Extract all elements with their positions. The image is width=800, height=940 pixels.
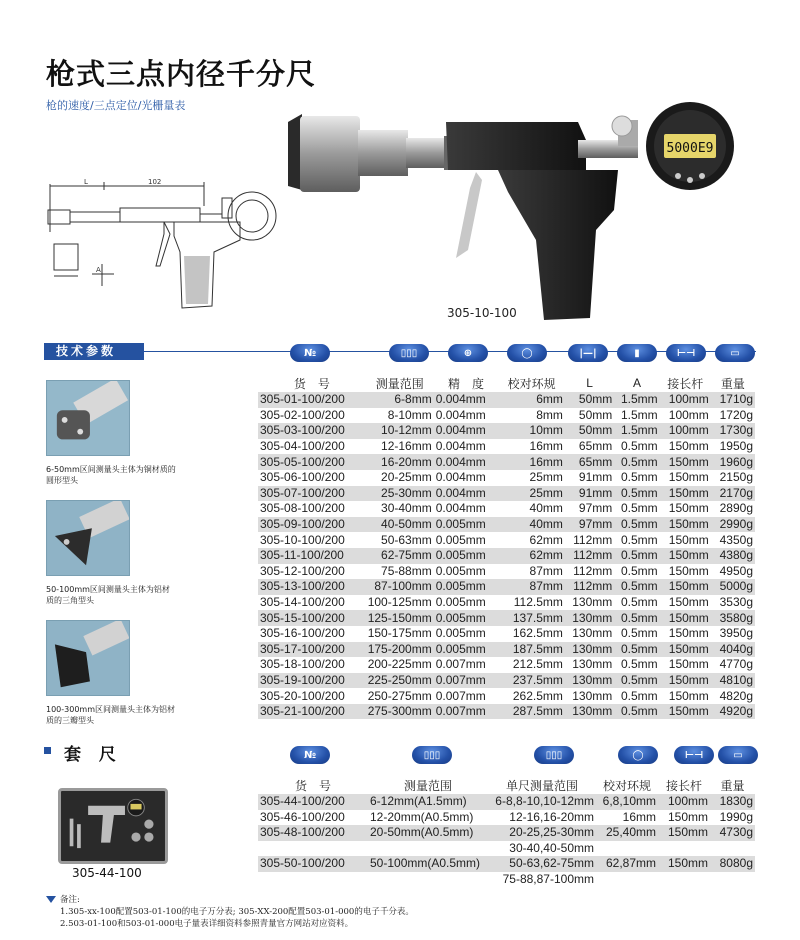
table-cell: 175-200mm [367, 641, 432, 656]
table-row [258, 454, 755, 470]
set-col-header-range: 测量范围 [403, 778, 452, 793]
table-cell: 1960g [711, 454, 755, 470]
col-header-range: 测量范围 [375, 376, 424, 391]
specs-table [258, 374, 755, 719]
weight-icon: ▭ [715, 344, 755, 362]
head-image-triangle [46, 500, 130, 576]
table-cell: 1990g [710, 810, 755, 826]
table-cell: 305-09-100/200 [258, 517, 366, 533]
table-cell: 162.5mm [498, 626, 564, 642]
table-cell: 16mm [498, 439, 564, 455]
table-cell: 0.005mm [434, 532, 499, 548]
table-cell: 2990g [711, 517, 755, 533]
table-cell: 130mm [565, 704, 614, 720]
table-cell: 130mm [565, 642, 614, 658]
table-cell: 112mm [565, 564, 614, 580]
table-row [258, 579, 755, 595]
table-cell: 130mm [565, 595, 614, 611]
table-cell: 305-21-100/200 [258, 704, 366, 720]
table-cell: 0.005mm [434, 548, 499, 564]
table-cell: 0.004mm [434, 470, 499, 486]
table-cell: 16mm [498, 454, 564, 470]
notes-marker [46, 896, 56, 903]
table-cell: 0.5mm [614, 454, 659, 470]
table-cell: 0.005mm [434, 642, 499, 658]
table-cell: 150mm [660, 704, 711, 720]
table-cell [258, 841, 368, 857]
table-cell: 305-11-100/200 [258, 548, 366, 564]
set-ring-gauge-icon: ◯ [618, 746, 658, 764]
table-row [258, 626, 755, 642]
table-cell: 8-10mm [366, 408, 434, 424]
table-cell: 305-48-100/200 [258, 825, 368, 841]
table-row [258, 486, 755, 502]
table-cell [258, 872, 368, 888]
table-cell: 130mm [565, 626, 614, 642]
table-cell: 0.004mm [434, 486, 499, 502]
table-cell: 0.005mm [434, 595, 499, 611]
table-cell: 16mm [596, 810, 658, 826]
ring-gauge-icon: ◯ [507, 344, 547, 362]
table-cell: 305-07-100/200 [258, 486, 366, 502]
table-cell: 150mm [660, 486, 711, 502]
table-row [258, 470, 755, 486]
table-cell: 137.5mm [498, 610, 564, 626]
table-cell: 305-14-100/200 [258, 595, 366, 611]
table-cell [710, 872, 755, 888]
table-cell: 0.005mm [434, 579, 499, 595]
kit-case-image [58, 788, 168, 864]
table-cell: 150mm [660, 564, 711, 580]
table-cell: 150mm [658, 825, 710, 841]
table-cell: 62,87mm [596, 856, 658, 872]
table-cell: 150mm [658, 856, 710, 872]
col-header-weight: 重量 [720, 376, 745, 391]
table-cell: 150-175mm [367, 626, 432, 641]
table-cell: 112.5mm [498, 595, 564, 611]
set-col-header-item-no: 货 号 [294, 778, 331, 793]
table-cell: 125-150mm [367, 610, 432, 625]
table-cell: 0.5mm [614, 704, 659, 720]
table-cell: 150mm [660, 610, 711, 626]
table-cell: 20-25,25-30mm [488, 825, 596, 841]
table-cell: 65mm [565, 454, 614, 470]
table-cell: 0.007mm [434, 688, 499, 704]
table-cell: 130mm [565, 610, 614, 626]
table-cell: 25-30mm [366, 486, 434, 502]
notes [60, 894, 414, 930]
table-cell: 50mm [565, 423, 614, 439]
table-row [258, 548, 755, 564]
table-cell: 150mm [660, 657, 711, 673]
table-cell: 305-06-100/200 [258, 470, 366, 486]
item-number-icon: № [290, 344, 330, 362]
table-cell: 6mm [498, 392, 564, 408]
table-row [258, 408, 755, 424]
table-cell: 6-12mm(A1.5mm) [368, 794, 488, 810]
range-icon: ▯▯▯ [389, 344, 429, 362]
table-cell: 2890g [711, 501, 755, 517]
table-cell: 6-8mm [366, 392, 434, 408]
table-cell: 0.5mm [614, 548, 659, 564]
table-cell: 0.004mm [434, 454, 499, 470]
head-image-round [46, 380, 130, 456]
table-cell: 50-63mm [366, 532, 434, 548]
table-cell: 0.5mm [614, 579, 659, 595]
table-cell: 0.005mm [434, 517, 499, 533]
table-cell: 6,8,10mm [596, 794, 658, 810]
table-cell: 4920g [711, 704, 755, 720]
table-cell: 3580g [711, 610, 755, 626]
table-cell: 305-02-100/200 [258, 408, 366, 424]
table-cell [596, 872, 658, 888]
sets-table-header [258, 776, 755, 794]
table-cell: 4810g [711, 673, 755, 689]
page-title: 枪式三点内径千分尺 [46, 57, 317, 91]
set-col-header-ring-gauge: 校对环规 [602, 778, 651, 793]
table-cell [368, 872, 488, 888]
table-row [258, 856, 755, 872]
table-cell: 305-15-100/200 [258, 610, 366, 626]
table-cell: 212.5mm [498, 657, 564, 673]
table-cell: 0.007mm [434, 657, 499, 673]
kit-caption: 305-44-100 [72, 866, 142, 880]
table-cell: 62-75mm [366, 548, 434, 564]
table-cell: 1730g [711, 423, 755, 439]
table-row [258, 642, 755, 658]
table-cell [658, 841, 710, 857]
table-cell: 10-12mm [366, 423, 434, 439]
table-cell: 25mm [498, 486, 564, 502]
table-cell: 305-44-100/200 [258, 794, 368, 810]
table-cell: 0.004mm [434, 392, 499, 408]
table-cell: 0.5mm [614, 610, 659, 626]
set-col-header-single-range: 单尺测量范围 [505, 778, 578, 793]
table-cell: 40mm [498, 517, 564, 533]
table-row [258, 810, 755, 826]
col-header-l: L [586, 376, 593, 390]
drawing-dim-l: L [84, 178, 88, 186]
specs-table-header [258, 374, 755, 392]
table-cell: 50-63,62-75mm [488, 856, 596, 872]
table-cell: 0.5mm [614, 501, 659, 517]
set-item-number-icon: № [290, 746, 330, 764]
table-cell: 225-250mm [367, 672, 432, 687]
table-cell: 150mm [660, 673, 711, 689]
table-row [258, 673, 755, 689]
table-cell: 150mm [660, 548, 711, 564]
table-cell: 1.5mm [614, 392, 659, 408]
drawing-dim-102: 102 [148, 178, 162, 186]
table-row [258, 794, 755, 810]
col-header-ring-gauge: 校对环规 [507, 376, 556, 391]
table-cell: 12-16mm [366, 439, 434, 455]
table-cell: 4730g [710, 825, 755, 841]
table-cell: 112mm [565, 548, 614, 564]
table-cell: 97mm [565, 517, 614, 533]
table-cell: 30-40mm [366, 501, 434, 517]
col-header-precision: 精 度 [448, 376, 485, 391]
table-cell: 275-300mm [367, 704, 432, 719]
table-cell: 6-8,8-10,10-12mm [488, 794, 596, 810]
table-row [258, 704, 755, 720]
length-icon: |—| [568, 344, 608, 362]
table-cell: 1720g [711, 408, 755, 424]
table-cell: 0.5mm [614, 673, 659, 689]
table-cell: 0.005mm [434, 564, 499, 580]
table-cell: 3950g [711, 626, 755, 642]
table-cell: 0.5mm [614, 595, 659, 611]
table-cell: 0.004mm [434, 408, 499, 424]
table-row [258, 392, 755, 408]
table-cell: 1.5mm [614, 423, 659, 439]
set-weight-icon: ▭ [718, 746, 758, 764]
table-cell: 100mm [658, 794, 710, 810]
table-cell: 150mm [660, 501, 711, 517]
head-caption-round: 6-50mm区间测量头主体为铜材质的圆形型头 [46, 465, 176, 485]
table-cell: 5000g [711, 579, 755, 595]
table-row [258, 688, 755, 704]
table-cell: 12-20mm(A0.5mm) [368, 810, 488, 826]
table-cell: 150mm [660, 454, 711, 470]
table-cell: 0.005mm [434, 626, 499, 642]
page-subtitle: 枪的速度/三点定位/光栅量表 [46, 99, 186, 112]
product-photo [278, 100, 778, 328]
table-cell: 10mm [498, 423, 564, 439]
table-cell: 150mm [660, 532, 711, 548]
table-cell: 150mm [660, 470, 711, 486]
drawing-dim-a: A [96, 266, 101, 274]
table-cell: 150mm [660, 595, 711, 611]
table-cell: 4350g [711, 532, 755, 548]
table-cell: 8mm [498, 408, 564, 424]
table-cell: 25,40mm [596, 825, 658, 841]
table-cell: 97mm [565, 501, 614, 517]
table-cell: 0.5mm [614, 532, 659, 548]
precision-icon: ⊕ [448, 344, 488, 362]
table-cell: 112mm [565, 579, 614, 595]
table-cell [368, 841, 488, 857]
table-cell: 150mm [660, 626, 711, 642]
table-cell: 65mm [565, 439, 614, 455]
table-cell: 50mm [565, 408, 614, 424]
table-cell: 0.5mm [614, 642, 659, 658]
table-cell: 50mm [565, 392, 614, 408]
table-cell: 75-88,87-100mm [488, 872, 596, 888]
section-title-sets: 套 尺 [64, 745, 122, 765]
table-row [258, 872, 755, 888]
table-cell: 305-17-100/200 [258, 642, 366, 658]
set-range-icon: ▯▯▯ [412, 746, 452, 764]
depth-icon: ▮ [617, 344, 657, 362]
table-cell: 150mm [660, 642, 711, 658]
table-row [258, 841, 755, 857]
table-cell: 4040g [711, 642, 755, 658]
table-cell: 91mm [565, 486, 614, 502]
table-cell: 305-12-100/200 [258, 564, 366, 580]
set-extension-rod-icon: ⊢⊣ [674, 746, 714, 764]
col-header-item-no: 货 号 [293, 376, 330, 391]
table-cell: 100mm [660, 392, 711, 408]
extension-rod-icon: ⊢⊣ [666, 344, 706, 362]
table-cell: 62mm [498, 548, 564, 564]
table-cell: 0.007mm [434, 673, 499, 689]
table-cell: 0.5mm [614, 657, 659, 673]
table-row [258, 610, 755, 626]
col-header-extension-rod: 接长杆 [667, 376, 704, 391]
table-cell: 12-16,16-20mm [488, 810, 596, 826]
table-cell: 62mm [498, 532, 564, 548]
table-cell: 287.5mm [498, 704, 564, 720]
section-banner-specs: 技术参数 [44, 343, 144, 360]
table-cell: 305-18-100/200 [258, 657, 366, 673]
table-cell: 100mm [660, 423, 711, 439]
table-row [258, 532, 755, 548]
table-cell: 305-16-100/200 [258, 626, 366, 642]
table-cell [658, 872, 710, 888]
table-row [258, 825, 755, 841]
table-cell: 91mm [565, 470, 614, 486]
table-cell: 262.5mm [498, 688, 564, 704]
table-cell: 305-10-100/200 [258, 532, 366, 548]
table-cell: 150mm [658, 810, 710, 826]
table-cell: 87-100mm [366, 579, 434, 595]
table-cell: 1830g [710, 794, 755, 810]
table-cell: 150mm [660, 579, 711, 595]
table-cell: 4380g [711, 548, 755, 564]
table-cell [710, 841, 755, 857]
table-cell: 20-50mm(A0.5mm) [368, 825, 488, 841]
section-marker [44, 747, 51, 754]
table-cell: 0.5mm [614, 517, 659, 533]
table-cell: 237.5mm [498, 673, 564, 689]
table-cell: 40-50mm [366, 517, 434, 533]
dial-display-reading: 5000E9 [666, 141, 714, 156]
table-cell: 130mm [565, 657, 614, 673]
table-cell: 100-125mm [367, 595, 432, 610]
table-cell: 50-100mm(A0.5mm) [368, 856, 488, 872]
table-cell: 305-13-100/200 [258, 579, 366, 595]
table-cell: 0.5mm [614, 486, 659, 502]
table-cell: 0.004mm [434, 423, 499, 439]
table-cell: 150mm [660, 439, 711, 455]
table-cell [596, 841, 658, 857]
table-cell: 3530g [711, 595, 755, 611]
set-col-header-weight: 重量 [720, 778, 745, 793]
table-cell: 87mm [498, 564, 564, 580]
table-cell: 2170g [711, 486, 755, 502]
set-col-header-extension-rod: 接长杆 [665, 778, 702, 793]
table-cell: 0.5mm [614, 564, 659, 580]
table-cell: 8080g [710, 856, 755, 872]
table-row [258, 657, 755, 673]
note-line: 2.503-01-100和503-01-000电子量表详细资料参照青量官方网站对应资料。 [60, 919, 354, 929]
table-cell: 1.5mm [614, 408, 659, 424]
sets-table [258, 776, 755, 887]
table-cell: 305-08-100/200 [258, 501, 366, 517]
table-cell: 187.5mm [498, 642, 564, 658]
table-cell: 1710g [711, 392, 755, 408]
table-row [258, 595, 755, 611]
table-cell: 0.004mm [434, 439, 499, 455]
table-cell: 112mm [565, 532, 614, 548]
table-cell: 16-20mm [366, 454, 434, 470]
table-cell: 305-04-100/200 [258, 439, 366, 455]
table-cell: 30-40,40-50mm [488, 841, 596, 857]
head-caption-triangle: 50-100mm区间测量头主体为铝材质的三角型头 [46, 585, 170, 605]
table-cell: 0.007mm [434, 704, 499, 720]
table-cell: 87mm [498, 579, 564, 595]
table-cell: 2150g [711, 470, 755, 486]
table-cell: 130mm [565, 688, 614, 704]
table-cell: 305-46-100/200 [258, 810, 368, 826]
table-cell: 20-25mm [366, 470, 434, 486]
note-line: 1.305-xx-100配置503-01-100的电子万分表; 305-XX-200配置503-01-000的电子千分表。 [60, 907, 414, 917]
table-cell: 305-50-100/200 [258, 856, 368, 872]
technical-drawing [44, 176, 294, 326]
table-cell: 75-88mm [366, 564, 434, 580]
product-model-caption: 305-10-100 [447, 306, 517, 320]
table-cell: 305-19-100/200 [258, 673, 366, 689]
col-header-a: A [632, 376, 641, 390]
table-cell: 4820g [711, 688, 755, 704]
set-single-range-icon: ▯▯▯ [534, 746, 574, 764]
table-row [258, 423, 755, 439]
table-cell: 305-20-100/200 [258, 688, 366, 704]
table-cell: 4770g [711, 657, 755, 673]
table-cell: 250-275mm [367, 688, 432, 703]
head-caption-three-petal: 100-300mm区间测量头主体为铝材质的三瓣型头 [46, 705, 176, 725]
table-cell: 0.005mm [434, 610, 499, 626]
table-cell: 200-225mm [367, 657, 432, 672]
table-cell: 40mm [498, 501, 564, 517]
table-row [258, 439, 755, 455]
table-cell: 150mm [660, 517, 711, 533]
table-cell: 0.004mm [434, 501, 499, 517]
table-cell: 1950g [711, 439, 755, 455]
table-cell: 0.5mm [614, 439, 659, 455]
table-cell: 150mm [660, 688, 711, 704]
table-cell: 130mm [565, 673, 614, 689]
table-cell: 0.5mm [614, 470, 659, 486]
table-cell: 4950g [711, 564, 755, 580]
table-cell: 0.5mm [614, 626, 659, 642]
table-cell: 305-01-100/200 [258, 392, 366, 408]
table-row [258, 517, 755, 533]
notes-label: 备注: [60, 895, 80, 905]
table-row [258, 564, 755, 580]
table-cell: 305-05-100/200 [258, 454, 366, 470]
head-image-three-petal [46, 620, 130, 696]
table-cell: 0.5mm [614, 688, 659, 704]
table-cell: 100mm [660, 408, 711, 424]
table-cell: 25mm [498, 470, 564, 486]
table-cell: 305-03-100/200 [258, 423, 366, 439]
table-row [258, 501, 755, 517]
